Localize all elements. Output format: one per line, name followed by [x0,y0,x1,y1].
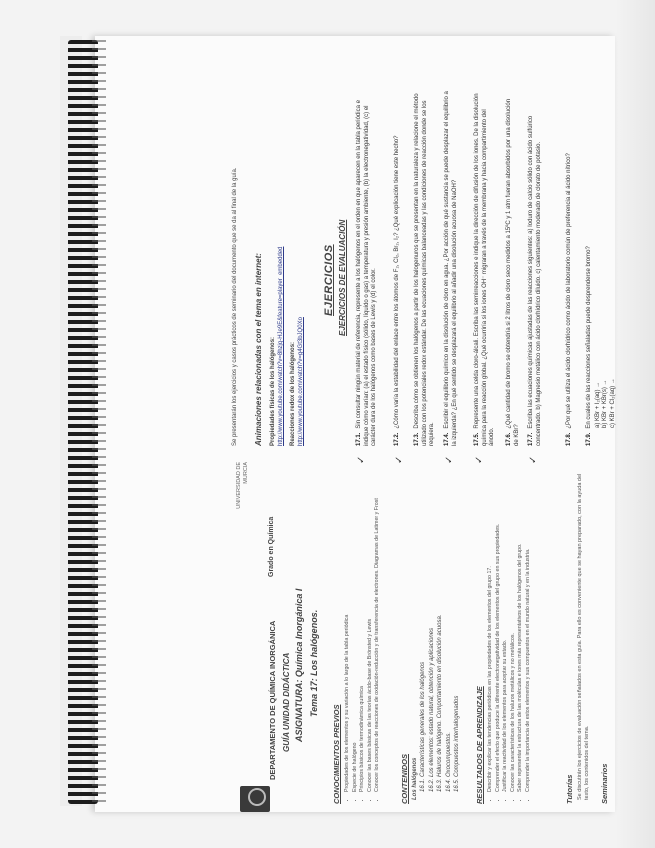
exercise-item [414,91,437,446]
exercise-item [586,91,617,446]
exercise-item [528,91,543,464]
check-mark-icon: ✓ [528,455,539,464]
contents-list [420,472,463,792]
animations-heading: Animaciones relacionadas con el tema en internet: [254,253,263,446]
results-heading: RESULTADOS DE APRENDIZAJE [475,686,484,804]
tutoring-heading: Tutorías [565,774,574,804]
list-item: b) KBr + KBr(s) → [602,379,608,428]
exercise-text: En cuales de las reacciones señaladas puede desprenderse bromo? [586,246,592,429]
exercise-number: 17.5. [474,432,480,446]
exercise-item [444,91,459,464]
list-item: • Principios básicos de termodinámica química [359,462,366,792]
list-item: a) KBr + I₂(aq) → [594,381,601,428]
exercise-text: Sin consultar ningún material de referencia, represente a los halógenos en el orden en que aparecen en la tabla periódica e indique cómo varían: (a) el estado físico (sólido, líquido o gas) a temperatura y presión ambiente, (b) la electronegatividad, (c) el carácter dura de los halógenos como bases de Lewis y (d) el color. [356,100,377,446]
seminars-heading: Seminarios [600,763,609,804]
list-item: • Conocer los conceptos de reacciones de oxidación-reducción y de transferencia de electrones. Diagramas de Latimer y Frost [374,462,381,792]
list-item: 16.4. Oxocompuestos. [445,731,452,792]
exercise-item [394,91,405,464]
exercise-number: 17.7. [528,432,534,446]
check-mark-icon: ✓ [356,455,367,464]
list-item: • Comprender el efecto que produce la diferente electronegatividad de los elementos del grupo en sus propiedades. [495,462,502,792]
list-item: • Comprender la importancia de estos elementos y sus compuestos en el mundo natural y en la industria. [525,462,532,792]
tutoring-text: Se discutirán los ejercicios de evaluación señalados en esta guía. Para ello es conveniente que se hayan preparado, con la ayuda del texto, los contenidos del tema. [577,473,590,800]
exercise-text: Escribir el equilibrio químico en la disolución de cloro en agua. ¿Por acción de qué sustancia se puede desplazar el equilibrio a la izquierda? ¿En qué sentido se desplazará el equilibrio al añadir una disolución acuosa de NaOH? [444,91,458,446]
prior-knowledge-heading: CONOCIMIENTOS PREVIOS [332,704,341,804]
exercise-number: 17.6. [506,432,512,446]
left-column [230,462,655,812]
spiral-binding-shadow [92,40,106,804]
results-list [487,462,533,800]
exercise-number: 17.3. [414,432,420,446]
check-mark-icon: ✓ [394,455,405,464]
list-item: • Especie de halógeno [352,462,359,792]
animations-label-1: Propiedades físicas de los halógenos: [270,336,276,446]
exercise-item [356,91,379,464]
exercise-text: ¿Qué cantidad de bromo se obtendría si 2 litros de cloro seco medidos a 15ºC y 1 atm fueran absorbidos por una disolución de KBr? [506,98,520,446]
exercise-item [506,91,521,446]
page-edge-shadow [615,0,655,848]
paper-sheet [95,36,615,812]
exercise-number: 17.1. [356,432,362,446]
exercise-text: ¿Cómo varía la estabilidad del enlace entre los átomos de F₂, Cl₂, Br₂, I₂? ¿Qué explicación tiene este hecho? [394,135,400,429]
prior-knowledge-list [344,462,382,800]
seminar-intro: Se presentarán los ejercicios y casos prácticos de seminario del documento que se da al final de la guía. [232,167,238,446]
exercises-heading: EJERCICIOS [323,244,335,316]
list-item: • Saber representar la estructura de las moléculas e iones más representativos de los halógenos del grupo. [517,462,524,792]
list-item: • Conocer las características de los haluros metálicos y no metálicos. [510,462,517,792]
list-item: • Justificar la reactividad de los elementos para aceptar su estado. [502,462,509,792]
exercise-text: ¿Por qué se utiliza el ácido clorhídrico como ácido de laboratorio común de preferencia al ácido nítrico? [566,153,572,429]
contents-heading: CONTENIDOS [400,753,409,804]
list-item: 16.5. Compuestos interhalogenados [454,695,460,792]
university-logo [240,786,270,812]
check-mark-icon: ✓ [444,455,455,464]
exercise-item [566,91,574,446]
degree-name: Grado en Química [268,516,275,577]
list-item: • Conocer las bases básicas de las teorías ácido-base de Brönsted y Lewis [367,462,374,792]
exercise-text: Describa cómo se obtienen los halógenos a partir de los halogenuros que se presentan en la naturaleza y relacione el método utilizado con los potenciales redox estándar. De las ecuaciones químicas balanceadas y las condiciones de reacción donde se los requiera. [414,93,435,446]
exercises-subheading: EJERCICIOS DE EVALUACIÓN [338,219,347,336]
list-item: 16.1. Características generales de los halógenos [420,661,426,792]
exercise-text: Escriba las ecuaciones químicas ajustadas de las reacciones siguientes: a) Ioduro de calcio sólido con ácido sulfúrico concentrado. b) Magnesio metálico con ácido clorhídrico diluido. c) calentamiento moderado de clorato de potasio. [528,115,542,446]
department-name: DEPARTAMENTO DE QUÍMICA INORGÁNICA [268,620,277,780]
list-item: c) KBr + Cl₂(aq) → [609,378,616,428]
university-name: UNIVERSIDAD DE MURCIA [236,462,249,509]
animations-label-2: Reacciones redox de los halógenos: [290,341,296,446]
check-mark-icon: ✓ [474,455,485,464]
guide-title: GUÍA UNIDAD DIDÁCTICA [282,652,291,752]
list-item: • Propiedades de los elementos y su variación a lo largo de la tabla periódica [344,462,351,792]
topic-title: Tema 17: Los halógenos. [309,609,319,717]
reaction-list [595,91,618,428]
exercise-number: 17.8. [566,432,572,446]
exercise-number: 17.2. [394,432,400,446]
list-item: • Describir y explicar las tendencias periódicas en las propiedades de los elementos del grupo 17. [487,462,494,792]
exercise-number: 17.4. [444,432,450,446]
exercise-number: 17.9. [586,432,592,446]
exercise-item [474,91,497,464]
right-column [230,86,655,464]
contents-label: Los halógenos [412,757,418,800]
animation-link-1[interactable]: http://www.youtube.com/watch?v=8hzjq-HJe9E&feature=player_embedded [278,246,284,446]
exercise-text: Represente una celda cloro-álcali. Escriba las semirreacciones e indique la dirección de difusión de los iones. De la disolución química para la reacción global. ¿Qué ocurriría si los iones OH⁻ migraran a través de la membrana y hacia compartimiento del ánodo. [474,93,495,446]
animation-link-2[interactable]: http://www.youtube.com/watch?v=g4Gt3bJQ0Xo [298,317,304,446]
list-item: 16.3. Haluros de halógeno. Comportamiento en disolución acuosa. [437,614,443,792]
list-item: 16.2. Los elementos: estado natural, obtención y aplicaciones [428,627,435,792]
subject-title: ASIGNATURA: Química Inorgánica I [294,588,304,742]
